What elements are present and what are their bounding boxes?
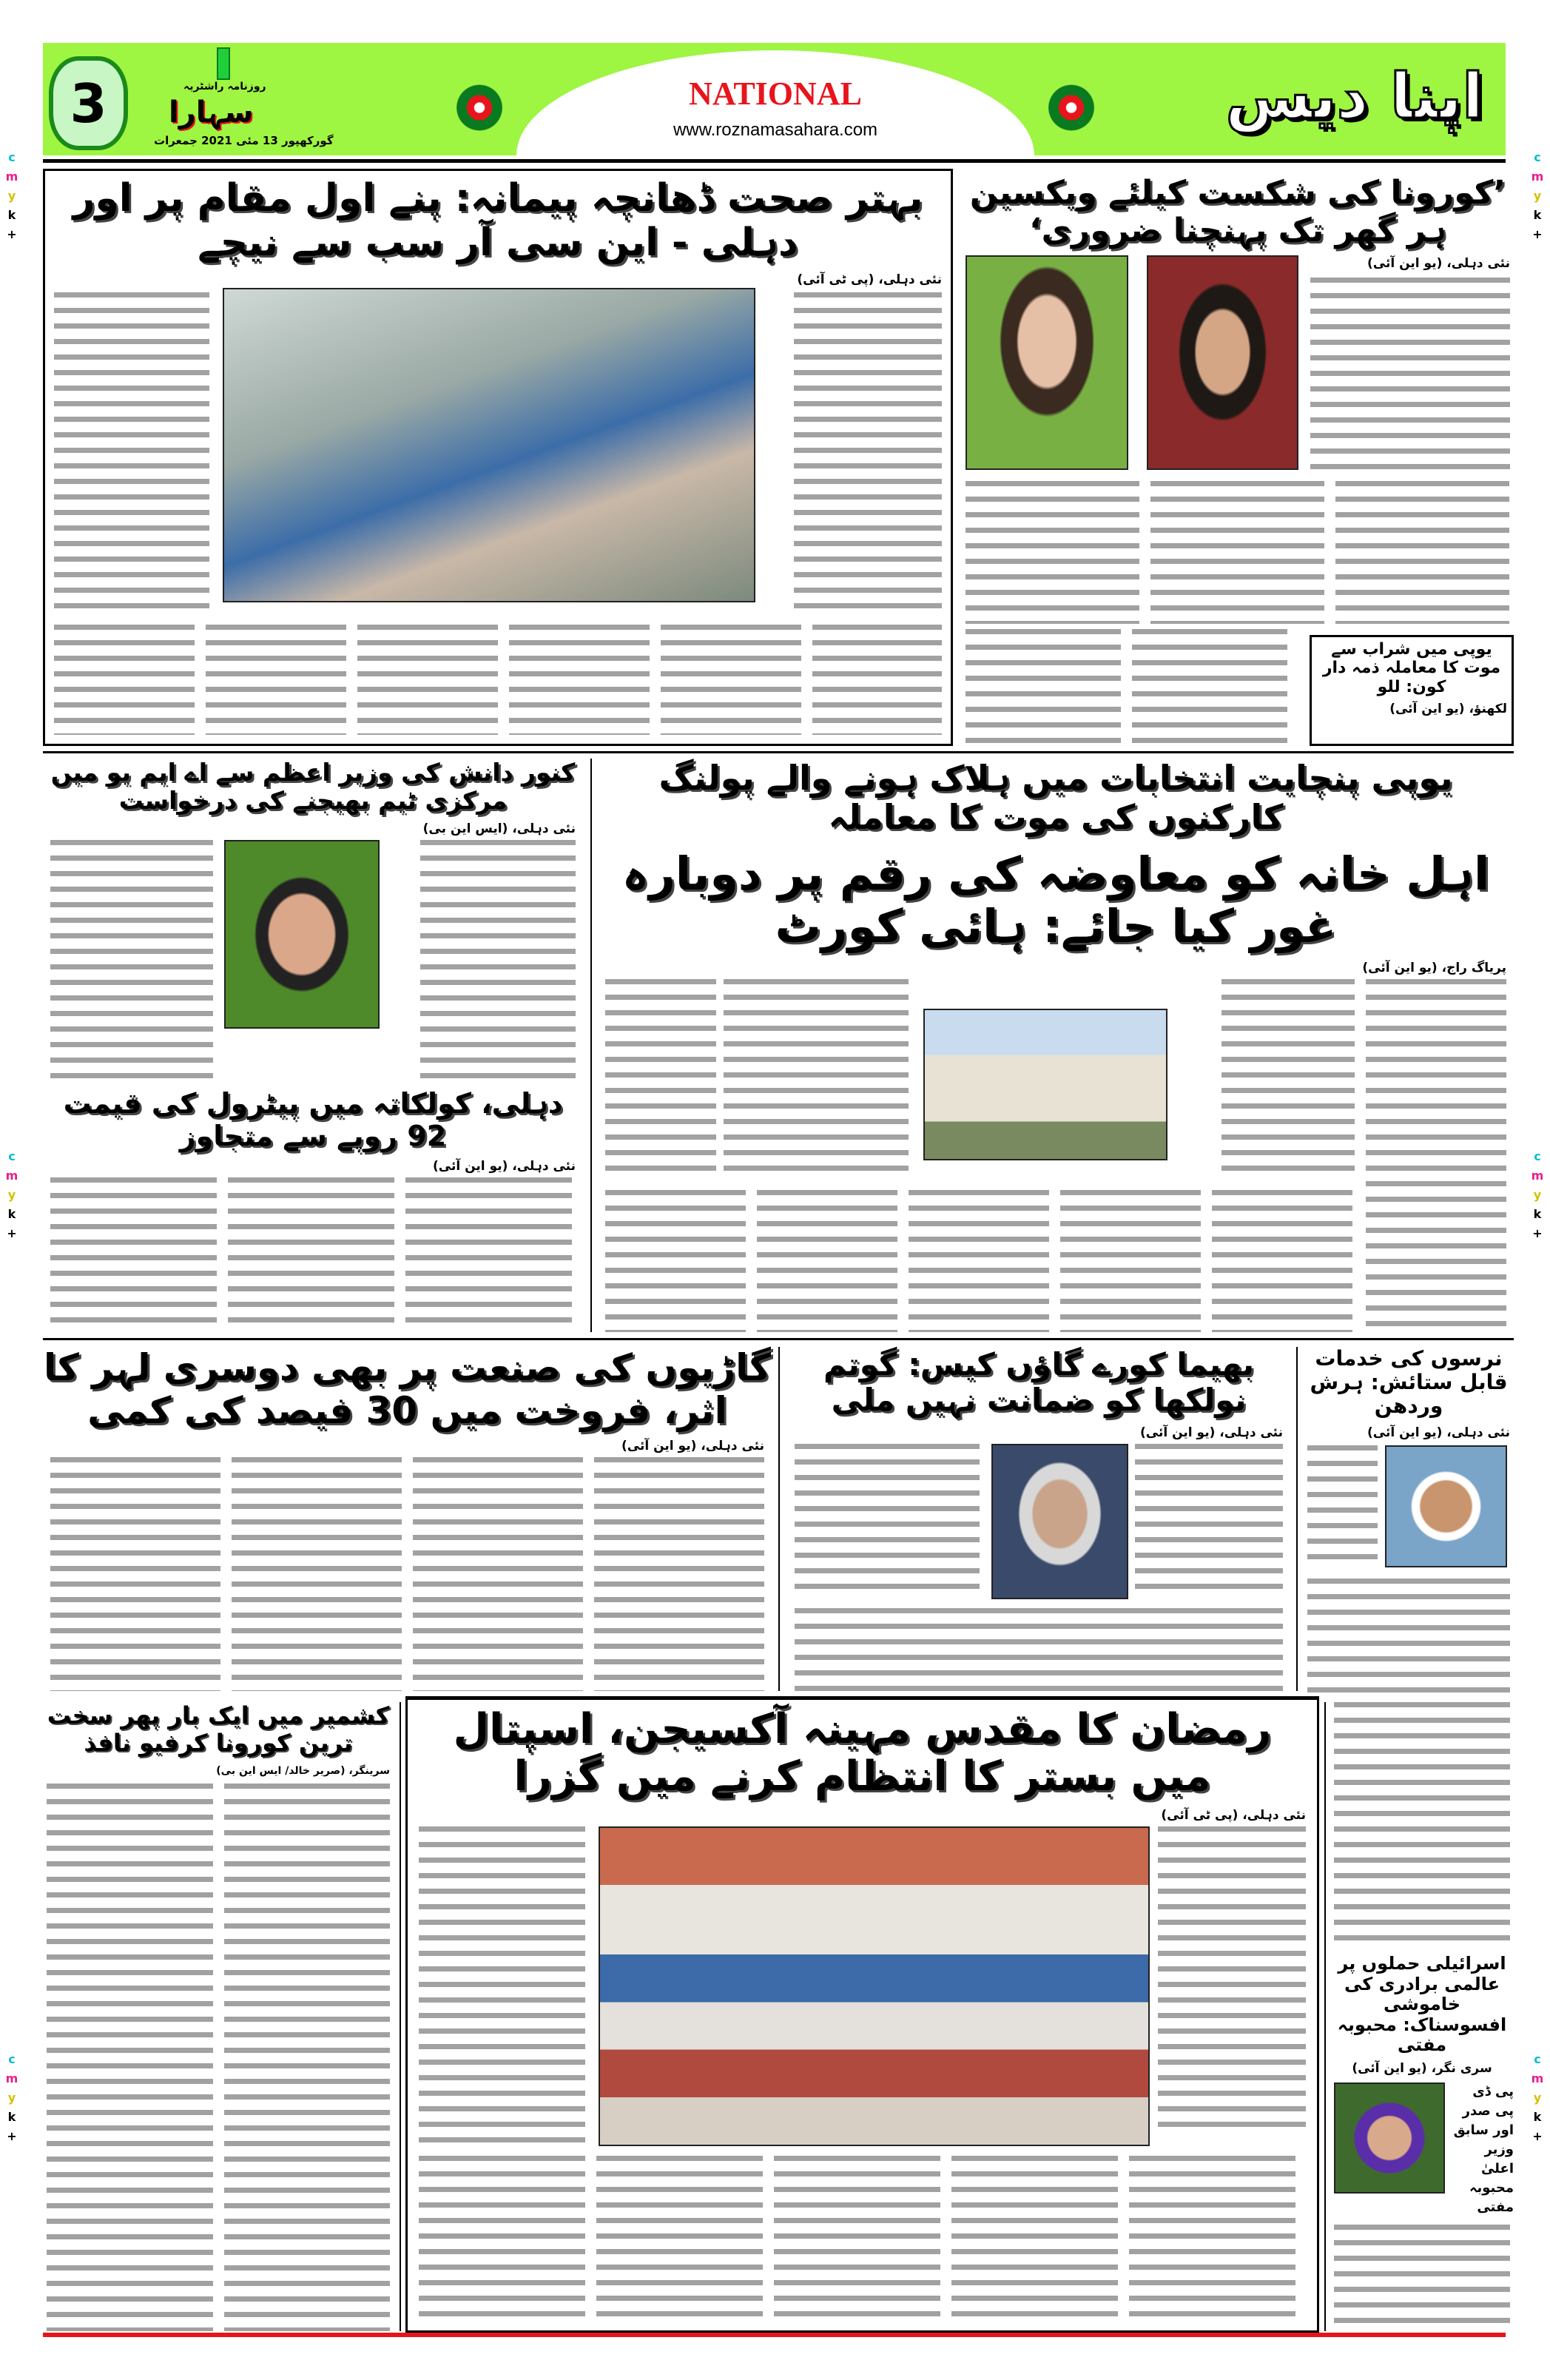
headline: کشمیر میں ایک بار پھر سخت ترین کورونا کرفیو نافذ <box>47 1701 390 1757</box>
hospital-ward-photo <box>223 288 755 602</box>
article-body-text <box>605 1190 1352 1332</box>
date-line: گورکھپور 13 مئی 2021 جمعرات <box>154 134 334 147</box>
mehbooba-mufti-photo <box>1334 2082 1445 2194</box>
article-ramzan <box>405 1700 1319 2333</box>
priyanka-gandhi-photo <box>966 255 1128 470</box>
byline: سرینگر، (صریر خالد/ ایس این بی) <box>216 1764 390 1777</box>
paper-name: سہارا <box>169 95 254 130</box>
article-petrol <box>43 1088 583 1332</box>
iftar-photo <box>599 1826 1150 2146</box>
article-body-text <box>54 292 209 618</box>
article-kashmir <box>43 1702 394 2331</box>
article-body-text <box>794 292 942 618</box>
header-arch <box>516 50 1034 155</box>
article-liquor <box>1310 635 1514 746</box>
column-divider <box>590 759 592 1332</box>
byline: نئی دہلی، (یو این آئی) <box>1140 1425 1283 1440</box>
section-label: NATIONAL <box>689 75 862 112</box>
headline: رمضان کا مقدس مہینہ آکسیجن، اسپتال میں بستر کا انتظام کرنے میں گزرا <box>453 1705 1272 1801</box>
section-title: اپنا دیس <box>1225 60 1483 132</box>
section-divider <box>43 751 1514 753</box>
page-number-badge <box>49 56 128 150</box>
high-court-photo <box>923 1009 1167 1160</box>
byline: نئی دہلی، (یو این آئی) <box>433 1159 576 1174</box>
column-divider <box>1296 1347 1298 1691</box>
article-body-text <box>605 979 716 1179</box>
headline: ’کورونا کی شکست کیلئے ویکسین ہر گھر تک پہنچنا ضروری‘ <box>969 174 1506 249</box>
byline: نئی دہلی، (یو این آئی) <box>1367 1425 1510 1440</box>
page-number: 3 <box>70 72 107 135</box>
article-body-text <box>1307 1445 1378 1567</box>
byline: نئی دہلی، (یو این آئی) <box>1367 256 1510 272</box>
article-content <box>962 255 1514 624</box>
article-bhima-koregaon <box>787 1347 1290 1691</box>
headline: نرسوں کی خدمات قابل ستائش: ہرش وردھن <box>1310 1346 1508 1419</box>
registration-marks: c m y k + <box>1531 150 1544 241</box>
article-body-text <box>1222 979 1355 1179</box>
registration-marks: c m y k + <box>1531 2052 1544 2143</box>
article-content <box>419 1826 1306 2322</box>
article-body-text <box>966 481 1510 624</box>
byline: پریاگ راج، (یو این آئی) <box>1362 961 1506 976</box>
article-body-text <box>419 1826 585 2146</box>
article-lead-row <box>1330 2082 1514 2217</box>
masthead-band <box>43 43 1506 155</box>
article-body-text <box>420 840 576 1084</box>
byline: سری نگر، (یو این آئی) <box>1352 2060 1492 2076</box>
article-body-text <box>50 840 213 1084</box>
header-rule <box>43 159 1506 163</box>
rahul-gandhi-photo <box>1147 255 1298 470</box>
article-content <box>1330 2225 1514 2331</box>
article-body-text <box>1334 2225 1510 2331</box>
headline: بھیما کورے گاؤں کیس: گوتم نولکھا کو ضمانت نہیں ملی <box>823 1346 1254 1419</box>
article-body-text <box>966 629 1298 744</box>
article-body-text <box>1307 1579 1510 1695</box>
article-health <box>43 169 953 746</box>
article-body-text <box>47 1784 390 2331</box>
byline: نئی دہلی، (پی ٹی آئی) <box>797 272 942 287</box>
sunburst-icon <box>454 76 505 139</box>
byline: نئی دہلی، (ایس این بی) <box>422 821 576 836</box>
website-url: www.roznamasahara.com <box>673 120 878 140</box>
byline: نئی دہلی، (یو این آئی) <box>621 1439 764 1453</box>
article-body-text <box>1158 1826 1306 2137</box>
column-divider <box>778 1347 780 1691</box>
article-panchayat <box>598 759 1514 1332</box>
registration-marks: c m y k + <box>5 1149 18 1240</box>
article-body-text <box>50 1177 576 1332</box>
logo-emblem-icon <box>217 47 230 80</box>
kunwar-danish-photo <box>224 840 380 1029</box>
footer-red-bar <box>43 2333 1506 2337</box>
byline: نئی دہلی، (پی ٹی آئی) <box>1161 1807 1306 1823</box>
headline: یوپی میں شراب سے موت کا معاملہ ذمہ دار کون: للو <box>1322 640 1501 696</box>
registration-marks: c m y k + <box>5 2052 18 2143</box>
article-body-text <box>50 1457 764 1691</box>
article-israel <box>1330 1954 1514 2331</box>
article-cars <box>43 1347 772 1691</box>
article-content <box>43 840 583 1084</box>
column-divider <box>1324 1702 1326 2331</box>
article-body-text <box>419 2156 1306 2322</box>
article-content <box>43 1177 583 1332</box>
article-content <box>598 979 1514 1332</box>
article-nurses <box>1304 1347 1514 1695</box>
article-vaccine <box>962 169 1514 624</box>
article-body-text <box>795 1444 980 1599</box>
byline: لکھنؤ، (یو این آئی) <box>1389 701 1507 716</box>
article-body-text <box>1135 1444 1283 1592</box>
article-body-text <box>795 1608 1283 1691</box>
article-content <box>43 1457 772 1691</box>
headline: دہلی، کولکاتہ میں پیٹرول کی قیمت 92 روپے سے متجاوز <box>63 1087 563 1152</box>
headline: اسرائیلی حملوں پر عالمی برادری کی خاموشی افسوسناک: محبوبہ مفتی <box>1337 1953 1507 2056</box>
column-divider <box>400 1702 401 2331</box>
harsh-vardhan-photo <box>1385 1445 1507 1567</box>
registration-marks: c m y k + <box>1531 1149 1544 1240</box>
article-body-text <box>724 979 909 1179</box>
headline: اہل خانہ کو معاوضہ کی رقم پر دوبارہ غور کیا جائے: ہائی کورٹ <box>621 846 1490 954</box>
headline: کنور دانش کی وزیر اعظم سے اے ایم یو میں مرکزی ٹیم بھیجنے کی درخواست <box>50 758 576 815</box>
headline: بہتر صحت ڈھانچہ پیمانہ: پنے اول مقام پر اور دہلی - این سی آر سب سے نیچے <box>73 176 923 265</box>
registration-marks: c m y k + <box>5 150 18 241</box>
section-divider <box>43 1338 1514 1340</box>
headline-kicker: یوپی پنچایت انتخابات میں ہلاک ہونے والے پولنگ کارکنوں کی موت کا معاملہ <box>658 758 1453 837</box>
article-body-text <box>1310 278 1510 470</box>
article-body-text <box>54 625 942 735</box>
article-coronavirus-pm <box>43 759 583 1084</box>
gautam-navlakha-photo <box>991 1444 1128 1599</box>
article-body-text <box>1366 979 1506 1332</box>
lead-text: پی ڈی پی صدر اور سابق وزیر اعلیٰ محبوبہ مفتی <box>1453 2083 1514 2215</box>
article-body-text <box>1334 1702 1510 1946</box>
article-content <box>787 1444 1290 1691</box>
sunburst-icon <box>1045 76 1097 139</box>
article-content <box>54 288 942 735</box>
headline: گاڑیوں کی صنعت پر بھی دوسری لہر کا اثر، فروخت میں 30 فیصد کی کمی <box>44 1346 771 1432</box>
logo <box>139 47 334 152</box>
article-content <box>43 1784 394 2331</box>
paper-tagline: روزنامہ راشٹریہ <box>183 81 266 93</box>
article-content <box>1304 1445 1514 1695</box>
